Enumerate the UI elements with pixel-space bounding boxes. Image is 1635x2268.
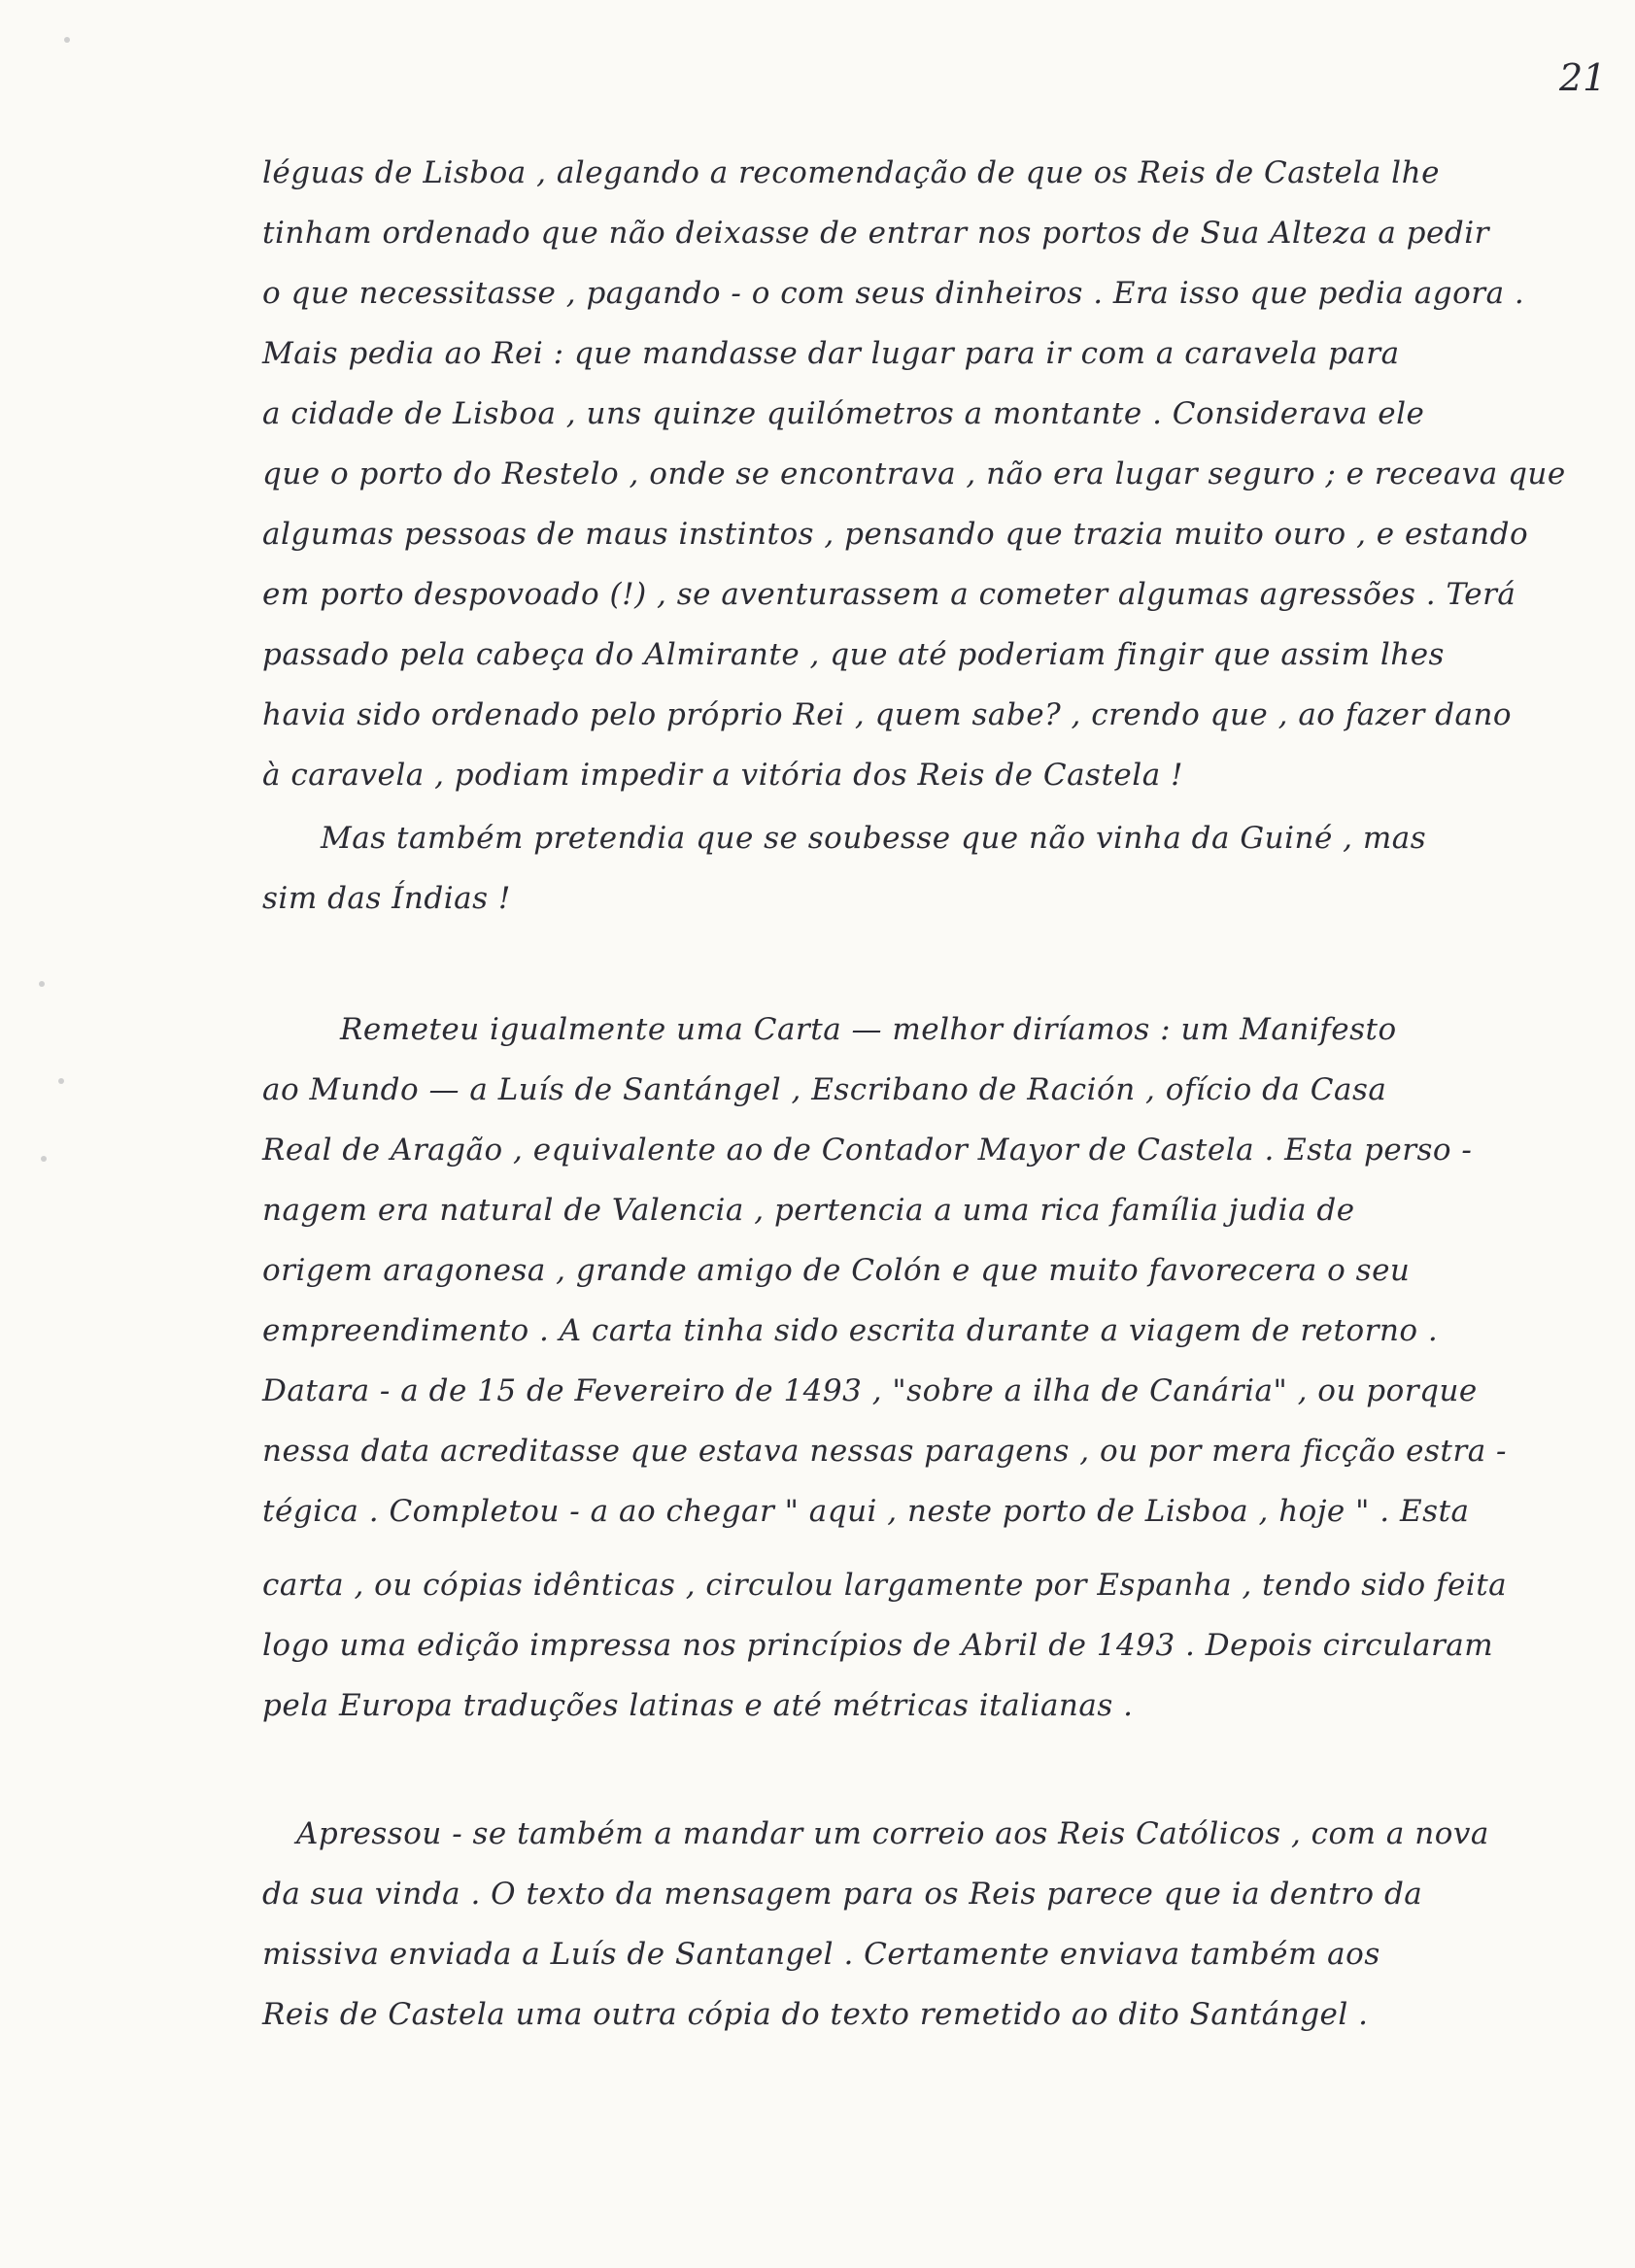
text-line: nessa data acreditasse que estava nessas paragens , ou por mera ficção estra - — [262, 1434, 1507, 1469]
paper-speck — [58, 1078, 64, 1084]
text-line: Reis de Castela uma outra cópia do texto remetido ao dito Santángel . — [262, 1997, 1369, 2032]
text-line: Real de Aragão , equivalente ao de Contador Mayor de Castela . Esta perso - — [262, 1133, 1473, 1168]
paper-speck — [41, 1156, 47, 1162]
text-line: havia sido ordenado pelo próprio Rei , quem sabe? , crendo que , ao fazer dano — [262, 697, 1513, 732]
text-line: tégica . Completou - a ao chegar " aqui , neste porto de Lisboa , hoje " . Esta — [262, 1494, 1470, 1529]
text-line: léguas de Lisboa , alegando a recomendação de que os Reis de Castela lhe — [262, 155, 1440, 190]
text-line: algumas pessoas de maus instintos , pensando que trazia muito ouro , e estando — [262, 517, 1529, 552]
text-line: missiva enviada a Luís de Santangel . Certamente enviava também aos — [262, 1937, 1380, 1972]
text-line: sim das Índias ! — [262, 881, 511, 916]
paper-speck — [64, 37, 70, 43]
text-line: Apressou - se também a mandar um correio aos Reis Católicos , com a nova — [296, 1816, 1489, 1851]
text-line: nagem era natural de Valencia , pertencia a uma rica família judia de — [262, 1193, 1355, 1228]
text-line: passado pela cabeça do Almirante , que até poderiam fingir que assim lhes — [262, 637, 1445, 672]
text-line: Datara - a de 15 de Fevereiro de 1493 , "sobre a ilha de Canária" , ou porque — [262, 1373, 1478, 1408]
text-line: à caravela , podiam impedir a vitória dos Reis de Castela ! — [262, 758, 1183, 793]
text-line: que o porto do Restelo , onde se encontrava , não era lugar seguro ; e receava que — [262, 457, 1566, 491]
text-line: a cidade de Lisboa , uns quinze quilómetros a montante . Considerava ele — [262, 396, 1425, 431]
paper-speck — [39, 981, 45, 987]
text-line: pela Europa traduções latinas e até métricas italianas . — [262, 1688, 1134, 1723]
text-line: Mas também pretendia que se soubesse que não vinha da Guiné , mas — [321, 821, 1427, 856]
page-number: 21 — [1559, 56, 1607, 99]
text-line: origem aragonesa , grande amigo de Colón e que muito favorecera o seu — [262, 1253, 1411, 1288]
text-line: Remeteu igualmente uma Carta — melhor diríamos : um Manifesto — [340, 1012, 1397, 1047]
text-line: empreendimento . A carta tinha sido escrita durante a viagem de retorno . — [262, 1313, 1439, 1348]
text-line: em porto despovoado (!) , se aventurassem a cometer algumas agressões . Terá — [262, 577, 1516, 612]
text-line: Mais pedia ao Rei : que mandasse dar lugar para ir com a caravela para — [262, 336, 1400, 371]
text-line: da sua vinda . O texto da mensagem para os Reis parece que ia dentro da — [262, 1877, 1423, 1912]
text-line: tinham ordenado que não deixasse de entrar nos portos de Sua Alteza a pedir — [262, 216, 1489, 251]
text-line: logo uma edição impressa nos princípios de Abril de 1493 . Depois circularam — [262, 1628, 1494, 1663]
text-line: carta , ou cópias idênticas , circulou largamente por Espanha , tendo sido feita — [262, 1568, 1508, 1603]
text-line: o que necessitasse , pagando - o com seus dinheiros . Era isso que pedia agora . — [262, 276, 1525, 311]
text-line: ao Mundo — a Luís de Santángel , Escribano de Ración , ofício da Casa — [262, 1072, 1387, 1107]
